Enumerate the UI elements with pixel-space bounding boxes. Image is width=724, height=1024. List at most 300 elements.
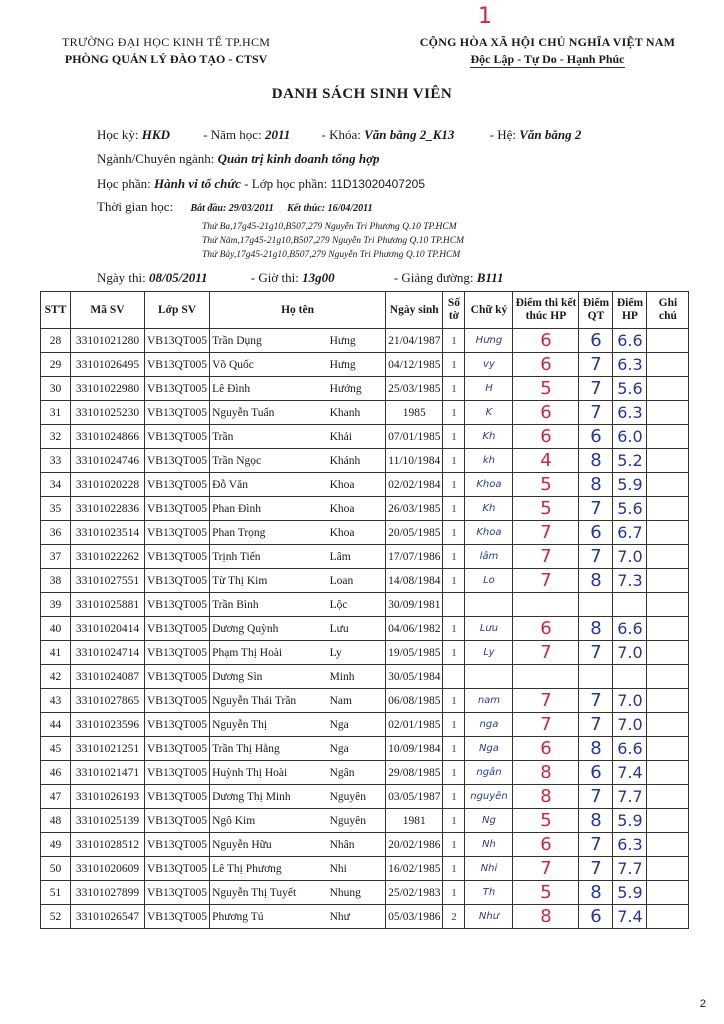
cell-diemqt: 6: [579, 425, 613, 449]
cell-ngaysinh: 25/03/1985: [386, 377, 443, 401]
cell-signature: Hưng: [465, 329, 513, 353]
cell-diemthi: 7: [513, 857, 579, 881]
cell-ngaysinh: 26/03/1985: [386, 497, 443, 521]
cell-soto: 1: [443, 353, 465, 377]
cell-ten: Nam: [328, 689, 386, 713]
cell-ngaysinh: 07/01/1985: [386, 425, 443, 449]
cell-stt: 30: [41, 377, 71, 401]
cell-soto: 1: [443, 857, 465, 881]
cell-soto: 1: [443, 473, 465, 497]
cell-masv: 33101027551: [71, 569, 145, 593]
info-line-2: Ngành/Chuyên ngành: Quản trị kinh doanh tổng hợp: [97, 151, 380, 166]
cell-ho: Trần Bình: [210, 593, 328, 617]
student-table: [40, 291, 689, 929]
cell-masv: 33101022980: [71, 377, 145, 401]
cell-diemthi: 7: [513, 521, 579, 545]
table-row: [41, 905, 689, 929]
cell-signature: Lo: [465, 569, 513, 593]
cell-signature: Ly: [465, 641, 513, 665]
cell-diemthi: 7: [513, 713, 579, 737]
cell-stt: 34: [41, 473, 71, 497]
cell-ngaysinh: 04/12/1985: [386, 353, 443, 377]
cell-diemhp: 6.3: [613, 353, 647, 377]
cell-lopsv: VB13QT005: [145, 473, 210, 497]
cell-ho: Phạm Thị Hoài: [210, 641, 328, 665]
cell-diemqt: 8: [579, 569, 613, 593]
cell-masv: 33101024746: [71, 449, 145, 473]
table-row: [41, 761, 689, 785]
cell-diemthi: 7: [513, 689, 579, 713]
cell-masv: 33101026495: [71, 353, 145, 377]
cell-ghichu: [647, 329, 689, 353]
table-row: [41, 641, 689, 665]
cell-stt: 49: [41, 833, 71, 857]
cell-ten: Nga: [328, 713, 386, 737]
col-diemqt: Điểm QT: [579, 292, 613, 329]
cell-diemthi: 5: [513, 377, 579, 401]
cell-signature: ngân: [465, 761, 513, 785]
cell-diemqt: 7: [579, 545, 613, 569]
col-soto: Số tờ: [443, 292, 465, 329]
cell-ghichu: [647, 545, 689, 569]
cell-soto: 1: [443, 329, 465, 353]
cell-lopsv: VB13QT005: [145, 497, 210, 521]
cell-stt: 37: [41, 545, 71, 569]
cell-ho: Nguyễn Hữu: [210, 833, 328, 857]
cell-ngaysinh: 06/08/1985: [386, 689, 443, 713]
cell-signature: Nhi: [465, 857, 513, 881]
cell-diemhp: 5.9: [613, 473, 647, 497]
table-row: [41, 377, 689, 401]
cell-diemhp: 7.0: [613, 545, 647, 569]
cell-masv: 33101026193: [71, 785, 145, 809]
cell-diemqt: 7: [579, 401, 613, 425]
cell-ten: Hướng: [328, 377, 386, 401]
cell-diemhp: 7.4: [613, 905, 647, 929]
cell-lopsv: VB13QT005: [145, 377, 210, 401]
cell-lopsv: VB13QT005: [145, 521, 210, 545]
cell-diemhp: 6.6: [613, 737, 647, 761]
cell-signature: Th: [465, 881, 513, 905]
cell-ho: Huỳnh Thị Hoài: [210, 761, 328, 785]
cell-ghichu: [647, 569, 689, 593]
cell-stt: 44: [41, 713, 71, 737]
cell-masv: 33101027865: [71, 689, 145, 713]
cell-signature: Khoa: [465, 521, 513, 545]
cell-masv: 33101027899: [71, 881, 145, 905]
office-name: PHÒNG QUẢN LÝ ĐÀO TẠO - CTSV: [64, 52, 268, 66]
cell-masv: 33101025881: [71, 593, 145, 617]
table-row: [41, 737, 689, 761]
cell-ten: Khánh: [328, 449, 386, 473]
cell-lopsv: VB13QT005: [145, 449, 210, 473]
cell-stt: 36: [41, 521, 71, 545]
cell-ten: Khải: [328, 425, 386, 449]
cell-diemhp: 7.0: [613, 689, 647, 713]
cell-stt: 33: [41, 449, 71, 473]
cell-diemqt: 7: [579, 833, 613, 857]
cell-diemthi: 8: [513, 905, 579, 929]
cell-soto: [443, 665, 465, 689]
table-row: [41, 833, 689, 857]
table-row: [41, 785, 689, 809]
cell-ngaysinh: 11/10/1984: [386, 449, 443, 473]
cell-signature: Kh: [465, 425, 513, 449]
cell-ho: Trần Dụng: [210, 329, 328, 353]
cell-ghichu: [647, 737, 689, 761]
cell-stt: 48: [41, 809, 71, 833]
cell-ghichu: [647, 641, 689, 665]
cell-lopsv: VB13QT005: [145, 401, 210, 425]
cell-signature: [465, 593, 513, 617]
cell-diemthi: [513, 665, 579, 689]
cell-lopsv: VB13QT005: [145, 857, 210, 881]
info-line-exam: Ngày thi: 08/05/2011 - Giờ thi: 13g00 - Giảng đường: B111: [97, 270, 504, 285]
col-stt: STT: [41, 292, 71, 329]
cell-ghichu: [647, 665, 689, 689]
table-row: [41, 329, 689, 353]
page-number: 2: [699, 998, 706, 1010]
cell-diemhp: 6.3: [613, 833, 647, 857]
cell-diemthi: 6: [513, 329, 579, 353]
cell-masv: 33101026547: [71, 905, 145, 929]
table-row: [41, 545, 689, 569]
cell-diemhp: 5.6: [613, 497, 647, 521]
cell-ten: Ly: [328, 641, 386, 665]
cell-lopsv: VB13QT005: [145, 617, 210, 641]
cell-masv: 33101021280: [71, 329, 145, 353]
cell-signature: nam: [465, 689, 513, 713]
cell-ho: Nguyễn Thị: [210, 713, 328, 737]
cell-ngaysinh: 20/05/1985: [386, 521, 443, 545]
cell-ten: Nhi: [328, 857, 386, 881]
motto: Độc Lập - Tự Do - Hạnh Phúc: [470, 52, 625, 66]
cell-ten: Khoa: [328, 473, 386, 497]
cell-diemqt: 8: [579, 617, 613, 641]
cell-ngaysinh: 30/09/1981: [386, 593, 443, 617]
cell-ghichu: [647, 497, 689, 521]
cell-soto: 1: [443, 497, 465, 521]
cell-diemthi: 7: [513, 641, 579, 665]
cell-ho: Nguyễn Thị Tuyết: [210, 881, 328, 905]
cell-signature: Nh: [465, 833, 513, 857]
cell-signature: H: [465, 377, 513, 401]
col-hoten: Họ tên: [210, 292, 386, 329]
cell-stt: 47: [41, 785, 71, 809]
cell-stt: 41: [41, 641, 71, 665]
cell-signature: Như: [465, 905, 513, 929]
col-chuky: Chữ ký: [465, 292, 513, 329]
cell-diemqt: 7: [579, 785, 613, 809]
cell-diemqt: 7: [579, 689, 613, 713]
cell-ghichu: [647, 809, 689, 833]
cell-stt: 43: [41, 689, 71, 713]
cell-ghichu: [647, 425, 689, 449]
cell-ho: Nguyễn Tuấn: [210, 401, 328, 425]
cell-ghichu: [647, 473, 689, 497]
cell-diemhp: 6.3: [613, 401, 647, 425]
cell-lopsv: VB13QT005: [145, 353, 210, 377]
cell-ghichu: [647, 689, 689, 713]
cell-diemhp: 6.6: [613, 617, 647, 641]
cell-soto: 1: [443, 881, 465, 905]
cell-ngaysinh: 16/02/1985: [386, 857, 443, 881]
university-name: TRƯỜNG ĐẠI HỌC KINH TẾ TP.HCM: [62, 35, 271, 49]
cell-masv: 33101024714: [71, 641, 145, 665]
cell-lopsv: VB13QT005: [145, 545, 210, 569]
cell-masv: 33101024866: [71, 425, 145, 449]
page-title: DANH SÁCH SINH VIÊN: [271, 86, 453, 102]
col-masv: Mã SV: [71, 292, 145, 329]
info-line-4: Thời gian học: Bắt đầu: 29/03/2011 Kết thúc: 16/04/2011: [97, 199, 373, 214]
cell-diemthi: 6: [513, 425, 579, 449]
cell-diemqt: 8: [579, 473, 613, 497]
cell-diemqt: 7: [579, 713, 613, 737]
cell-stt: 31: [41, 401, 71, 425]
table-header: [41, 292, 689, 329]
cell-masv: 33101022262: [71, 545, 145, 569]
cell-soto: 1: [443, 617, 465, 641]
table-row: [41, 713, 689, 737]
table-row: [41, 473, 689, 497]
cell-diemqt: [579, 593, 613, 617]
cell-diemhp: 6.6: [613, 329, 647, 353]
cell-ghichu: [647, 713, 689, 737]
header-left: [62, 34, 270, 68]
cell-signature: vy: [465, 353, 513, 377]
cell-ngaysinh: 04/06/1982: [386, 617, 443, 641]
cell-diemthi: 7: [513, 545, 579, 569]
table-row: [41, 521, 689, 545]
cell-ten: Nguyên: [328, 785, 386, 809]
cell-ten: Khanh: [328, 401, 386, 425]
cell-diemhp: 6.0: [613, 425, 647, 449]
cell-stt: 35: [41, 497, 71, 521]
cell-lopsv: VB13QT005: [145, 425, 210, 449]
cell-ho: Từ Thị Kim: [210, 569, 328, 593]
cell-soto: 1: [443, 425, 465, 449]
cell-ghichu: [647, 449, 689, 473]
handwritten-page-mark: 1: [478, 4, 492, 29]
cell-ho: Trần Ngọc: [210, 449, 328, 473]
cell-soto: 1: [443, 401, 465, 425]
cell-lopsv: VB13QT005: [145, 905, 210, 929]
cell-stt: 40: [41, 617, 71, 641]
cell-ten: Khoa: [328, 521, 386, 545]
cell-ghichu: [647, 593, 689, 617]
cell-lopsv: VB13QT005: [145, 881, 210, 905]
cell-ho: Đỗ Văn: [210, 473, 328, 497]
info-line-3: Học phần: Hành vi tổ chức - Lớp học phần: 11D13020407205: [97, 176, 426, 191]
cell-ngaysinh: 17/07/1986: [386, 545, 443, 569]
cell-masv: 33101020609: [71, 857, 145, 881]
cell-soto: 1: [443, 521, 465, 545]
cell-diemhp: 5.9: [613, 809, 647, 833]
cell-soto: 2: [443, 905, 465, 929]
cell-stt: 46: [41, 761, 71, 785]
cell-diemthi: 6: [513, 833, 579, 857]
table-row: [41, 665, 689, 689]
cell-diemthi: 6: [513, 617, 579, 641]
cell-ho: Dương Quỳnh: [210, 617, 328, 641]
cell-diemthi: [513, 593, 579, 617]
cell-lopsv: VB13QT005: [145, 665, 210, 689]
cell-ghichu: [647, 353, 689, 377]
cell-soto: 1: [443, 569, 465, 593]
cell-ngaysinh: 29/08/1985: [386, 761, 443, 785]
col-diemthi: Điểm thi kết thúc HP: [513, 292, 579, 329]
cell-soto: 1: [443, 545, 465, 569]
cell-signature: kh: [465, 449, 513, 473]
cell-diemqt: 8: [579, 809, 613, 833]
cell-diemthi: 5: [513, 497, 579, 521]
cell-soto: 1: [443, 689, 465, 713]
cell-ten: Lâm: [328, 545, 386, 569]
table-row: [41, 569, 689, 593]
table-row: [41, 449, 689, 473]
cell-masv: 33101025230: [71, 401, 145, 425]
cell-diemthi: 5: [513, 473, 579, 497]
table-row: [41, 401, 689, 425]
cell-lopsv: VB13QT005: [145, 761, 210, 785]
cell-lopsv: VB13QT005: [145, 785, 210, 809]
cell-diemhp: 7.7: [613, 785, 647, 809]
cell-soto: 1: [443, 761, 465, 785]
cell-ten: Minh: [328, 665, 386, 689]
cell-signature: [465, 665, 513, 689]
cell-masv: 33101025139: [71, 809, 145, 833]
cell-signature: Khoa: [465, 473, 513, 497]
table-row: [41, 425, 689, 449]
cell-diemqt: 6: [579, 521, 613, 545]
cell-lopsv: VB13QT005: [145, 641, 210, 665]
cell-masv: 33101024087: [71, 665, 145, 689]
cell-ho: Ngô Kim: [210, 809, 328, 833]
cell-ho: Dương Thị Minh: [210, 785, 328, 809]
cell-signature: nguyên: [465, 785, 513, 809]
cell-ngaysinh: 21/04/1987: [386, 329, 443, 353]
table-row: [41, 617, 689, 641]
cell-soto: 1: [443, 833, 465, 857]
cell-ngaysinh: 14/08/1984: [386, 569, 443, 593]
cell-diemqt: 8: [579, 449, 613, 473]
cell-ghichu: [647, 761, 689, 785]
cell-lopsv: VB13QT005: [145, 689, 210, 713]
cell-ho: Lê Thị Phương: [210, 857, 328, 881]
cell-stt: 28: [41, 329, 71, 353]
cell-lopsv: VB13QT005: [145, 737, 210, 761]
info-line-1: Học kỳ: HKD - Năm học: 2011 - Khóa: Văn bằng 2_K13 - Hệ: Văn bằng 2: [97, 127, 582, 142]
cell-ghichu: [647, 617, 689, 641]
cell-masv: 33101023596: [71, 713, 145, 737]
cell-ngaysinh: 20/02/1986: [386, 833, 443, 857]
cell-soto: [443, 593, 465, 617]
table-row: [41, 353, 689, 377]
schedule-line-2: Thứ Năm,17g45-21g10,B507,279 Nguyễn Tri Phương Q.10 TP.HCM: [202, 236, 465, 246]
cell-diemthi: 6: [513, 353, 579, 377]
cell-diemthi: 8: [513, 761, 579, 785]
cell-ho: Võ Quốc: [210, 353, 328, 377]
table-row: [41, 497, 689, 521]
cell-diemhp: 7.4: [613, 761, 647, 785]
cell-diemqt: 6: [579, 329, 613, 353]
cell-ho: Lê Đình: [210, 377, 328, 401]
cell-lopsv: VB13QT005: [145, 329, 210, 353]
cell-soto: 1: [443, 713, 465, 737]
col-diemhp: Điểm HP: [613, 292, 647, 329]
cell-diemthi: 6: [513, 401, 579, 425]
cell-diemhp: 6.7: [613, 521, 647, 545]
cell-diemqt: 8: [579, 737, 613, 761]
cell-diemhp: [613, 665, 647, 689]
cell-diemthi: 5: [513, 881, 579, 905]
cell-diemqt: 7: [579, 641, 613, 665]
cell-ho: Nguyễn Thái Trần: [210, 689, 328, 713]
cell-signature: Kh: [465, 497, 513, 521]
cell-masv: 33101022836: [71, 497, 145, 521]
table-row: [41, 857, 689, 881]
table-row: [41, 881, 689, 905]
cell-ten: Hưng: [328, 353, 386, 377]
cell-stt: 50: [41, 857, 71, 881]
schedule-line-3: Thứ Bảy,17g45-21g10,B507,279 Nguyễn Tri Phương Q.10 TP.HCM: [202, 250, 461, 260]
header-right: [405, 34, 690, 68]
cell-ghichu: [647, 881, 689, 905]
cell-soto: 1: [443, 737, 465, 761]
cell-diemqt: 7: [579, 377, 613, 401]
cell-ten: Ngân: [328, 761, 386, 785]
cell-stt: 29: [41, 353, 71, 377]
cell-ngaysinh: 1981: [386, 809, 443, 833]
cell-ngaysinh: 05/03/1986: [386, 905, 443, 929]
cell-ghichu: [647, 785, 689, 809]
cell-ho: Trần: [210, 425, 328, 449]
cell-ngaysinh: 10/09/1984: [386, 737, 443, 761]
cell-ten: Loan: [328, 569, 386, 593]
cell-diemqt: 8: [579, 881, 613, 905]
cell-masv: 33101028512: [71, 833, 145, 857]
cell-lopsv: VB13QT005: [145, 833, 210, 857]
cell-ngaysinh: 30/05/1984: [386, 665, 443, 689]
cell-lopsv: VB13QT005: [145, 713, 210, 737]
cell-diemthi: 8: [513, 785, 579, 809]
cell-signature: Ng: [465, 809, 513, 833]
cell-ho: Dương Sìn: [210, 665, 328, 689]
cell-ten: Nhân: [328, 833, 386, 857]
cell-diemqt: [579, 665, 613, 689]
cell-masv: 33101021251: [71, 737, 145, 761]
cell-lopsv: VB13QT005: [145, 593, 210, 617]
cell-stt: 45: [41, 737, 71, 761]
cell-diemhp: 5.6: [613, 377, 647, 401]
cell-diemhp: 7.7: [613, 857, 647, 881]
cell-soto: 1: [443, 449, 465, 473]
cell-signature: K: [465, 401, 513, 425]
cell-diemthi: 7: [513, 569, 579, 593]
cell-diemhp: [613, 593, 647, 617]
cell-signature: nga: [465, 713, 513, 737]
cell-stt: 32: [41, 425, 71, 449]
table-row: [41, 593, 689, 617]
cell-stt: 52: [41, 905, 71, 929]
cell-ho: Trần Thị Hằng: [210, 737, 328, 761]
cell-masv: 33101023514: [71, 521, 145, 545]
cell-ten: Lộc: [328, 593, 386, 617]
cell-diemqt: 7: [579, 857, 613, 881]
cell-ghichu: [647, 401, 689, 425]
cell-diemqt: 7: [579, 497, 613, 521]
cell-diemthi: 5: [513, 809, 579, 833]
